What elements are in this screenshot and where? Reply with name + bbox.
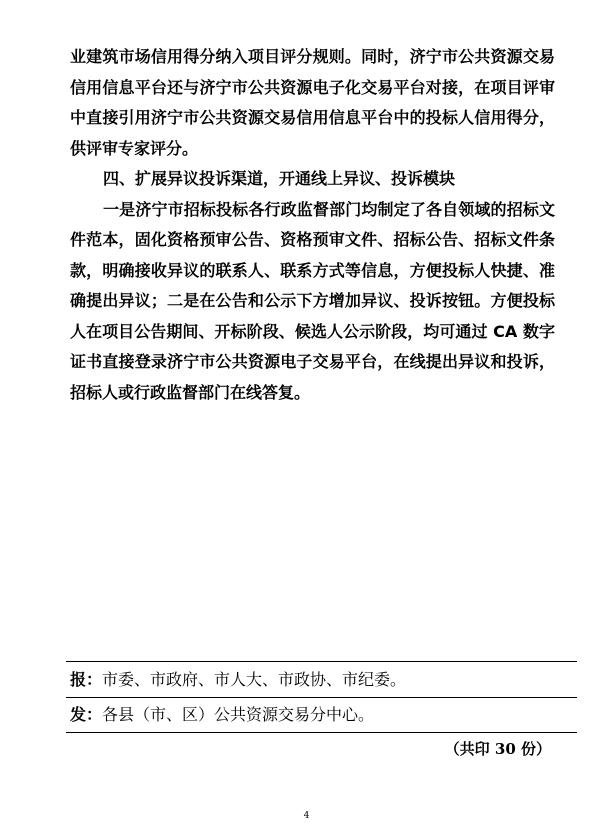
send-label: 发： [70, 705, 103, 724]
copies-printed: （共印 30 份） [444, 740, 551, 758]
divider-top [66, 661, 577, 662]
section-heading-4: 四、扩展异议投诉渠道，开通线上异议、投诉模块 [103, 169, 456, 188]
report-recipients: 市委、市政府、市人大、市政协、市纪委。 [102, 670, 407, 689]
document-body [70, 42, 555, 408]
send-recipients: 各县（市、区）公共资源交易分中心。 [102, 705, 375, 724]
page-number: 4 [303, 811, 310, 821]
paragraph-credit-score: 业建筑市场信用得分纳入项目评分规则。同时，济宁市公共资源交易信用信息平台还与济宁市公共资源电子化交易平台对接，在项目评审中直接引用济宁市公共资源交易信用信息平台中的投标人信用得分，供评审专家评分。 [70, 47, 555, 158]
divider-middle [66, 697, 577, 698]
paragraph-objection-channels: 一是济宁市招标投标各行政监督部门均制定了各自领域的招标文件范本，固化资格预审公告、资格预审文件、招标公告、招标文件条款，明确接收异议的联系人、联系方式等信息，方便投标人快捷、准确提出异议；二是在公告和公示下方增加异议、投诉按钮。方便投标人在项目公告期间、开标阶段、候选人公示阶段，均可通过 CA 数字证书直接登录济宁市公共资源电子交易平台，在线提出异议和投诉，招标人或行政监督部门在线答复。 [70, 199, 555, 402]
report-label: 报： [70, 670, 103, 689]
divider-bottom [66, 732, 577, 733]
report-to-line [70, 669, 406, 691]
send-to-line [70, 704, 374, 726]
